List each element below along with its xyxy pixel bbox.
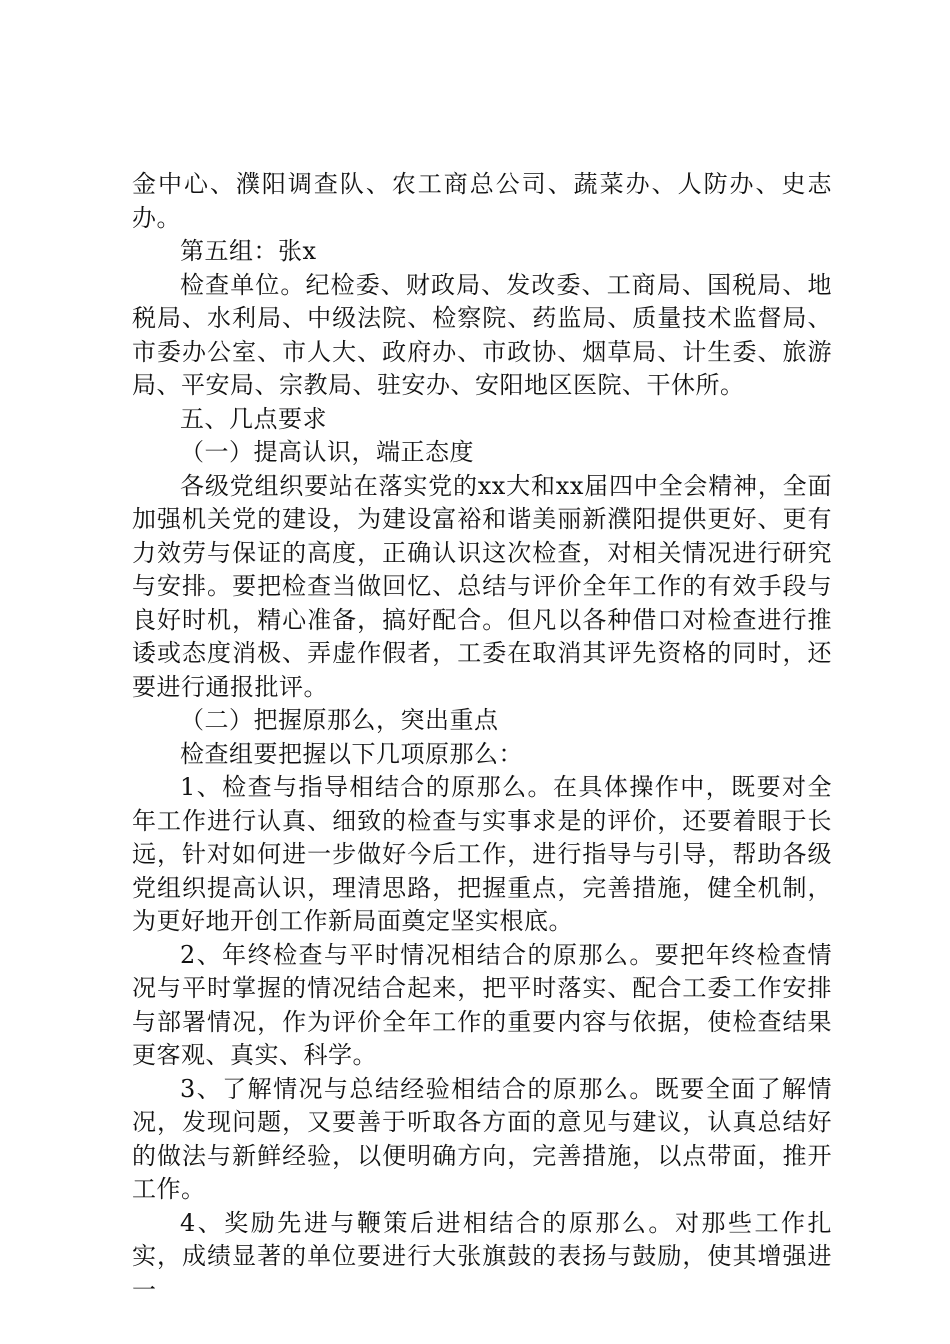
paragraph-group-five-units: 检查单位。纪检委、财政局、发改委、工商局、国税局、地税局、水利局、中级法院、检察院、药监局、质量技术监督局、市委办公室、市人大、政府办、市政协、烟草局、计生委、旅游局、平安局、宗教局、驻安办、安阳地区医院、干休所。 (132, 270, 832, 399)
paragraph-principle-1: 1、检查与指导相结合的原那么。在具体操作中，既要对全年工作进行认真、细致的检查与实事求是的评价，还要着眼于长远，针对如何进一步做好今后工作，进行指导与引导，帮助各级党组织提高认识，理清思路，把握重点，完善措施，健全机制，为更好地开创工作新局面奠定坚实根底。 (132, 773, 832, 935)
paragraph-principle-2: 2、年终检查与平时情况相结合的原那么。要把年终检查情况与平时掌握的情况结合起来，把平时落实、配合工委工作安排与部署情况，作为评价全年工作的重要内容与依据，使检查结果更客观、真实、科学。 (132, 940, 832, 1069)
document-body (132, 168, 832, 1307)
section-heading-requirements: 五、几点要求 (180, 404, 327, 433)
subheading-raise-awareness: （一）提高认识，端正态度 (180, 438, 474, 466)
paragraph-principles-intro: 检查组要把握以下几项原那么： (180, 739, 523, 768)
paragraph-raise-awareness: 各级党组织要站在落实党的xx大和xx届四中全会精神，全面加强机关党的建设，为建设富裕和谐美丽新濮阳提供更好、更有力效劳与保证的高度，正确认识这次检查，对相关情况进行研究与安排。要把检查当做回忆、总结与评价全年工作的有效手段与良好时机，精心准备，搞好配合。但凡以各种借口对检查进行推诿或态度消极、弄虚作假者，工委在取消其评先资格的同时，还要进行通报批评。 (132, 471, 832, 701)
paragraph-principle-3: 3、了解情况与总结经验相结合的原那么。既要全面了解情况，发现问题，又要善于听取各方面的意见与建议，认真总结好的做法与新鲜经验，以便明确方向，完善措施，以点带面，推开工作。 (132, 1074, 832, 1203)
subheading-grasp-principles: （二）把握原那么，突出重点 (180, 706, 499, 734)
paragraph-group-five-heading: 第五组：张x (180, 237, 317, 265)
paragraph-principle-4: 4、奖励先进与鞭策后进相结合的原那么。对那些工作扎实，成绩显著的单位要进行大张旗鼓的表扬与鼓励，使其增强进一 (132, 1208, 832, 1304)
paragraph-unit-list-end: 金中心、濮阳调查队、农工商总公司、蔬菜办、人防办、史志办。 (132, 170, 832, 232)
